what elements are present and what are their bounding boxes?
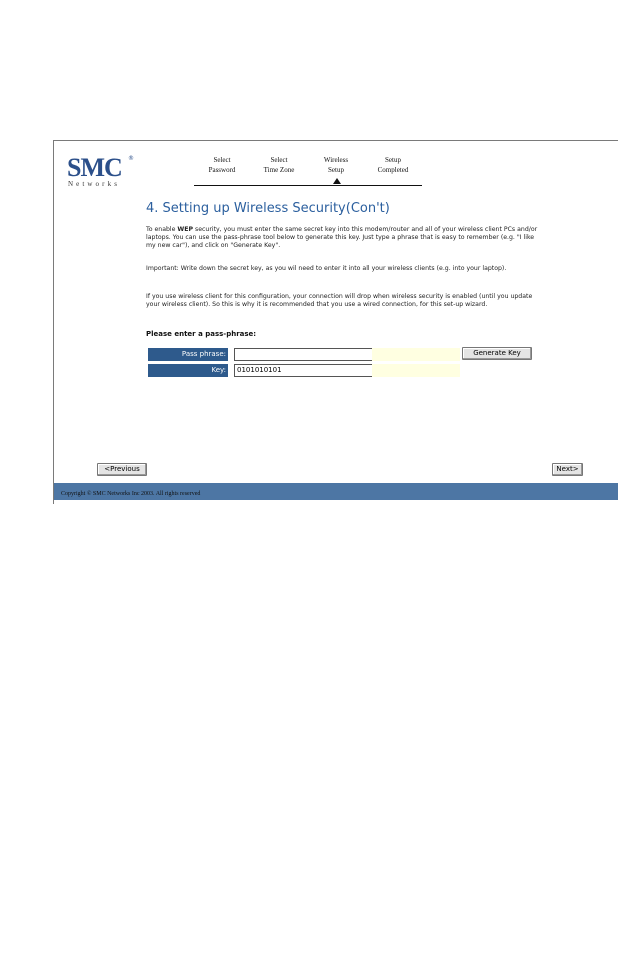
smc-logo: [67, 155, 137, 189]
passphrase-input[interactable]: [234, 348, 373, 361]
passphrase-label: Pass phrase:: [148, 348, 228, 361]
important-note-text: Important: Write down the secret key, as you wil need to enter it into all your wireless clients (e.g. into your laptop).: [146, 265, 507, 272]
step-setup-completed[interactable]: [365, 155, 421, 175]
step-line2: Completed: [377, 166, 409, 174]
step-line1: Select: [270, 156, 288, 164]
step-select-password[interactable]: [194, 155, 250, 175]
key-input[interactable]: 0101010101: [234, 364, 373, 377]
key-label: Key:: [148, 364, 228, 377]
wep-intro-text: [146, 226, 538, 250]
passphrase-hint-cell: [372, 348, 460, 361]
key-hint-cell: [372, 364, 460, 377]
step-wireless-setup[interactable]: [308, 155, 364, 175]
logo-registered-mark: ®: [128, 155, 134, 162]
wireless-warning-text: If you use wireless client for this configuration, your connection will drop when wireless security is enabled (until you update your wireless client). So this is why it is recommended that you use a wired connection, for this set-up wizard.: [146, 293, 533, 308]
step-select-time-zone[interactable]: [251, 155, 307, 175]
generate-key-button[interactable]: Generate Key: [462, 347, 532, 360]
step-line2: Setup: [328, 166, 344, 174]
step-line1: Select: [213, 156, 231, 164]
passphrase-prompt: Please enter a pass-phrase:: [146, 330, 257, 338]
step-line1: Wireless: [323, 156, 349, 164]
next-button[interactable]: Next>: [552, 463, 583, 476]
logo-brand: SMC: [67, 153, 122, 182]
previous-button[interactable]: <Previous: [97, 463, 147, 476]
copyright-text: Copyright © SMC Networks Inc 2003. All rights reserved: [61, 491, 201, 497]
wizard-screenshot: [53, 140, 618, 504]
para1-bold-wep: WEP: [177, 226, 194, 233]
step-line2: Password: [208, 166, 236, 174]
page-title: 4. Setting up Wireless Security(Con't): [146, 201, 390, 216]
step-line2: Time Zone: [263, 166, 295, 174]
step-line1: Setup: [385, 156, 401, 164]
para1-post: security, you must enter the same secret key into this modem/router and all of your wireless client PCs and/or laptops. You can use the pass-phrase tool below to generate this key. Just type a phrase that is easy to remember (e.g. "I like my new car"), and click on "Generate Key".: [146, 226, 538, 249]
steps-underline: [194, 185, 422, 186]
logo-subtitle: Networks: [68, 180, 121, 188]
para1-pre: To enable: [146, 226, 178, 233]
wizard-steps: [194, 155, 422, 189]
current-step-arrow-icon: [333, 178, 341, 184]
